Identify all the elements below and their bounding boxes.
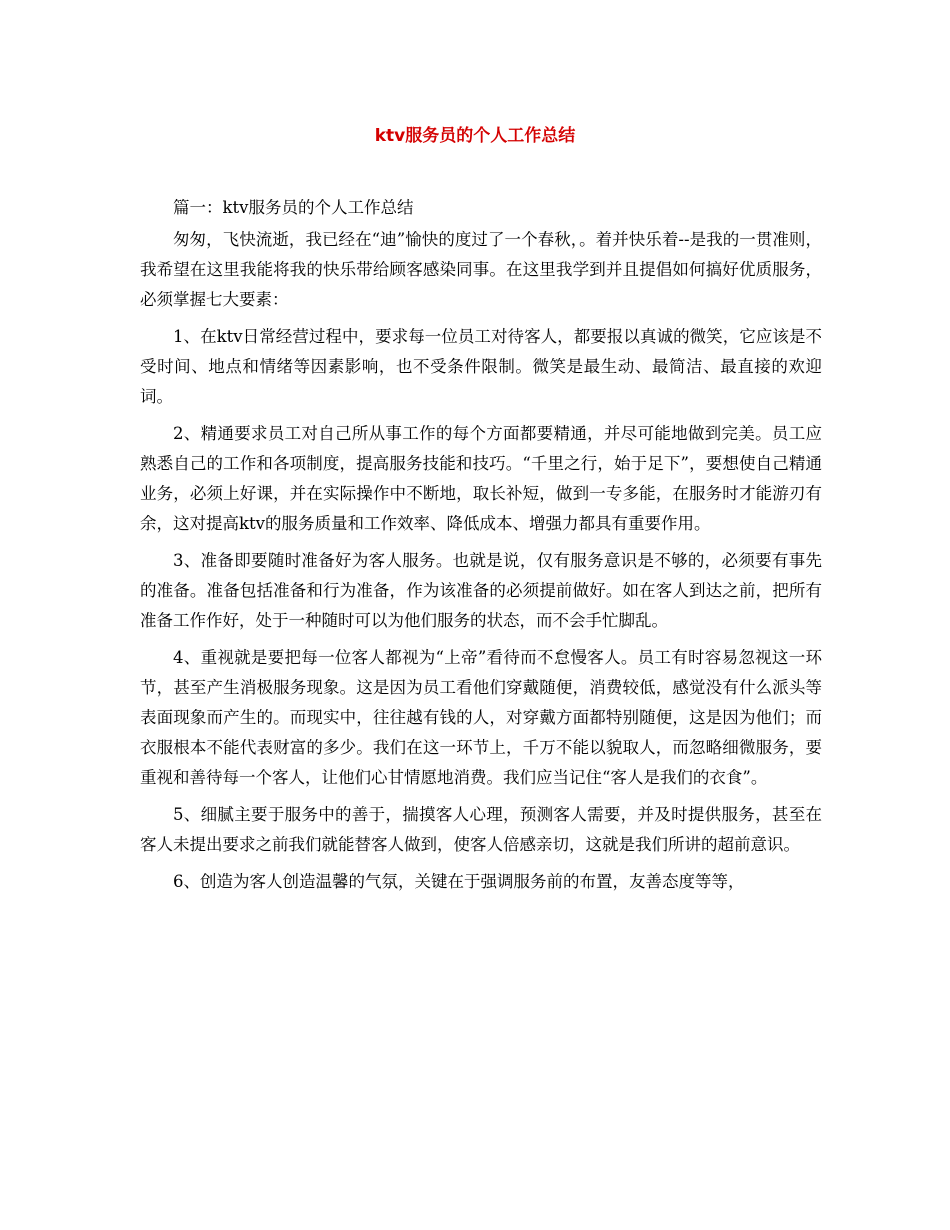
paragraph-item-3: 3、准备即要随时准备好为客人服务。也就是说，仅有服务意识是不够的，必须要有事先的准备。准备包括准备和行为准备，作为该准备的必须提前做好。如在客人到达之前，把所有准备工作作好，处于一种随时可以为他们服务的状态，而不会手忙脚乱。: [140, 551, 822, 630]
paragraph-item-2: 2、精通要求员工对自己所从事工作的每个方面都要精通，并尽可能地做到完美。员工应熟悉自己的工作和各项制度，提高服务技能和技巧。“千里之行，始于足下”，要想使自己精通业务，必须上好课，并在实际操作中不断地，取长补短，做到一专多能，在服务时才能游刃有余，这对提高ktv的服务质量和工作效率、降低成本、增强力都具有重要作用。: [140, 424, 822, 533]
document-body: [140, 193, 822, 897]
paragraph-item-4: 4、重视就是要把每一位客人都视为“上帝”看待而不怠慢客人。员工有时容易忽视这一环节，甚至产生消极服务现象。这是因为员工看他们穿戴随便，消费较低，感觉没有什么派头等表面现象而产生的。而现实中，往往越有钱的人，对穿戴方面都特别随便，这是因为他们；而衣服根本不能代表财富的多少。我们在这一环节上，千万不能以貌取人，而忽略细微服务，要重视和善待每一个客人，让他们心甘情愿地消费。我们应当记住“客人是我们的衣食”。: [140, 648, 822, 787]
paragraph-intro: 匆匆，飞快流逝，我已经在“迪”愉快的度过了一个春秋，。着并快乐着--是我的一贯准则，我希望在这里我能将我的快乐带给顾客感染同事。在这里我学到并且提倡如何搞好优质服务，必须掌握七大要素：: [140, 230, 822, 309]
paragraph-item-6: 6、创造为客人创造温馨的气氛，关键在于强调服务前的布置，友善态度等等，: [173, 872, 745, 891]
section-heading: 篇一：ktv服务员的个人工作总结: [173, 198, 414, 217]
paragraph-item-1: 1、在ktv日常经营过程中，要求每一位员工对待客人，都要报以真诚的微笑，它应该是不受时间、地点和情绪等因素影响，也不受条件限制。微笑是最生动、最简洁、最直接的欢迎词。: [140, 327, 822, 406]
document-title: ktv服务员的个人工作总结: [374, 126, 576, 146]
paragraph-item-5: 5、细腻主要于服务中的善于，揣摸客人心理，预测客人需要，并及时提供服务，甚至在客人未提出要求之前我们就能替客人做到，使客人倍感亲切，这就是我们所讲的超前意识。: [140, 805, 822, 854]
